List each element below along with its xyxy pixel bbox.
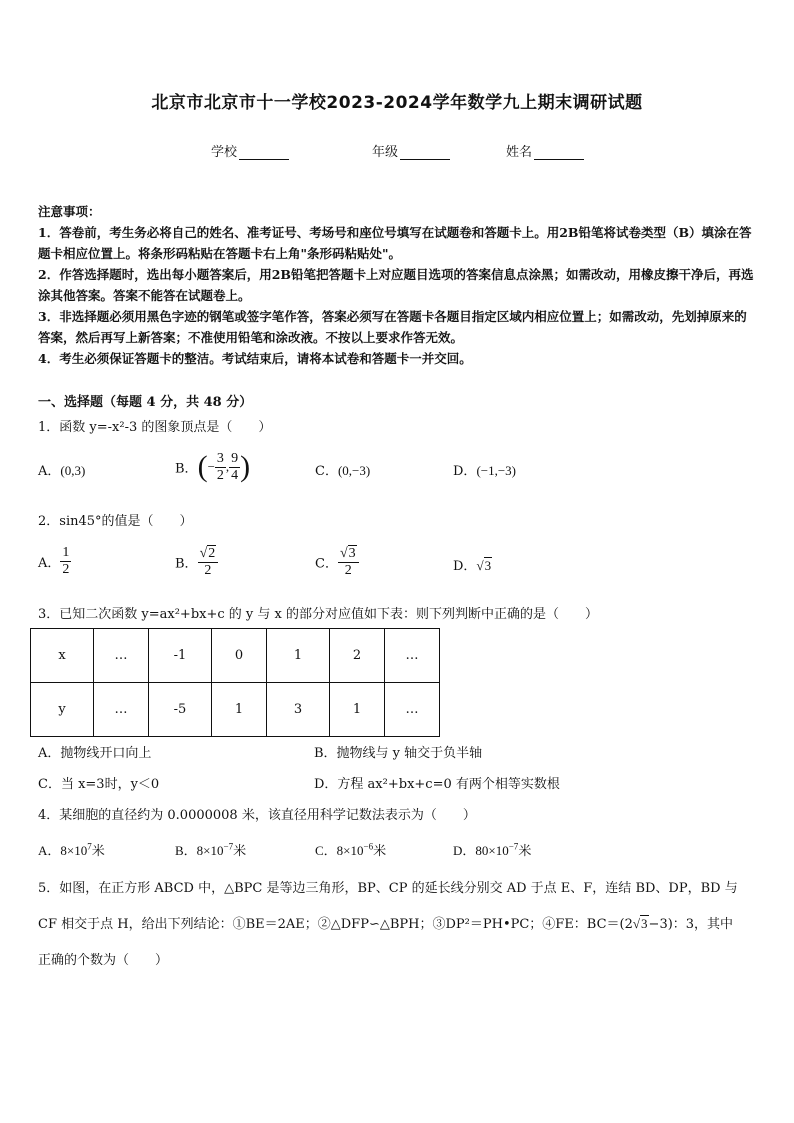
option-value: (0,3) [60, 463, 86, 478]
school-blank[interactable] [239, 147, 289, 160]
table-cell: 2 [330, 629, 385, 683]
fraction [229, 451, 240, 484]
radicand: 2 [208, 546, 216, 561]
table-cell: … [94, 629, 149, 683]
q4-option-d[interactable] [453, 840, 531, 859]
table-cell: 1 [212, 683, 267, 737]
sqrt-expression: √3 [632, 916, 648, 931]
q3-option-d[interactable]: D．方程 ax²+bx+c=0 有两个相等实数根 [314, 777, 560, 792]
option-exponent: −7 [508, 841, 519, 852]
option-base: 8×10 [60, 843, 88, 858]
option-label: C． [315, 843, 337, 858]
question-1-stem: 1．函数 y=-x²-3 的图象顶点是（ ） [38, 420, 272, 435]
question-4-stem: 4．某细胞的直径约为 0.0000008 米，该直径用科学记数法表示为（ ） [38, 808, 476, 823]
question-5-line-3: 正确的个数为（ ） [38, 953, 169, 968]
value-table [30, 628, 440, 737]
table-cell: x [31, 629, 94, 683]
denominator: 2 [216, 467, 224, 483]
q1-option-b[interactable] [175, 450, 250, 484]
option-exponent: −7 [223, 841, 234, 852]
paren-close: ) [240, 450, 251, 483]
table-cell: … [94, 683, 149, 737]
numerator: √2 [198, 545, 219, 563]
q1-option-d[interactable] [453, 460, 516, 479]
option-unit: 米 [373, 843, 387, 858]
option-label: B． [175, 843, 197, 858]
denominator: 2 [344, 563, 352, 578]
name-label: 姓名 [506, 145, 533, 160]
option-exponent: −6 [363, 841, 374, 852]
option-label: C． [315, 464, 338, 479]
q1-option-c[interactable] [315, 460, 370, 479]
q5-text: CF 相交于点 H，给出下列结论：①BE＝2AE；②△DFP∽△BPH；③DP²＝PH•PC；④FE：BC＝(2 [38, 917, 633, 932]
numerator: 9 [231, 450, 239, 466]
option-base: 80×10 [475, 843, 509, 858]
q3-option-c[interactable]: C．当 x=3时，y＜0 [38, 777, 160, 792]
option-value: (0,−3) [337, 463, 371, 478]
table-cell: 3 [267, 683, 330, 737]
table-cell: 1 [330, 683, 385, 737]
table-row-x [31, 629, 440, 683]
grade-label: 年级 [372, 145, 399, 160]
table-cell: … [385, 683, 440, 737]
question-2-stem: 2．sin45°的值是（ ） [38, 514, 193, 529]
q2-option-a[interactable] [38, 545, 71, 578]
table-cell: 0 [212, 629, 267, 683]
denominator: 4 [231, 467, 239, 483]
notice-item-2: 2．作答选择题时，选出每小题答案后，用2B铅笔把答题卡上对应题目选项的答案信息点涂黑；如需改动，用橡皮擦干净后，再选涂其他答案。答案不能答在试题卷上。 [38, 267, 754, 303]
option-label: A． [38, 464, 61, 479]
option-unit: 米 [91, 843, 105, 858]
option-label: D． [453, 559, 477, 574]
option-value: (−1,−3) [476, 463, 517, 478]
option-label: A． [38, 843, 61, 858]
minus-sign: − [207, 459, 215, 474]
q2-option-d[interactable] [453, 555, 492, 574]
table-cell: 1 [267, 629, 330, 683]
option-label: B． [175, 461, 198, 477]
q5-text: −3)：3，其中 [648, 917, 734, 932]
table-cell: … [385, 629, 440, 683]
denominator: 2 [204, 563, 212, 578]
question-5-line-1: 5．如图，在正方形 ABCD 中，△BPC 是等边三角形，BP、CP 的延长线分别交 AD 于点 E、F，连结 BD、DP，BD 与 [38, 881, 738, 896]
option-unit: 米 [518, 843, 532, 858]
notice-heading: 注意事项： [38, 204, 101, 219]
notice-item-3: 3．非选择题必须用黑色字迹的钢笔或签字笔作答，答案必须写在答题卡各题目指定区域内相应位置上；如需改动，先划掉原来的答案，然后再写上新答案；不准使用铅笔和涂改液。不按以上要求作答无效。 [38, 309, 747, 345]
fraction [60, 545, 71, 578]
q1-option-a[interactable] [38, 460, 85, 479]
option-unit: 米 [233, 843, 247, 858]
numerator: 1 [62, 545, 70, 560]
q3-option-a[interactable]: A．抛物线开口向上 [38, 746, 152, 761]
option-label: A． [38, 556, 61, 571]
option-label: D． [453, 843, 476, 858]
page-title: 北京市北京市十一学校2023-2024学年数学九上期末调研试题 [151, 93, 643, 113]
radicand: 3 [641, 916, 648, 931]
comma: , [225, 459, 230, 474]
radicand: 3 [484, 558, 492, 573]
section-heading: 一、选择题（每题 4 分，共 48 分） [38, 395, 253, 410]
school-field[interactable] [211, 141, 289, 160]
q4-option-c[interactable] [315, 840, 386, 859]
option-label: D． [453, 464, 477, 479]
q2-option-c[interactable] [315, 545, 359, 579]
question-5-line-2 [38, 913, 733, 932]
radicand: 3 [348, 546, 356, 561]
option-label: B． [175, 556, 198, 572]
numerator: 3 [216, 450, 224, 466]
grade-blank[interactable] [400, 147, 450, 160]
q2-option-b[interactable] [175, 545, 218, 579]
option-exponent: 7 [87, 841, 92, 852]
paren-open: ( [197, 450, 208, 483]
table-cell: -1 [149, 629, 212, 683]
q4-option-a[interactable] [38, 840, 105, 859]
table-cell: -5 [149, 683, 212, 737]
fraction [215, 451, 226, 484]
q3-option-b[interactable]: B．抛物线与 y 轴交于负半轴 [314, 746, 483, 761]
notice-item-1: 1．答卷前，考生务必将自己的姓名、准考证号、考场号和座位号填写在试题卷和答题卡上。用2B铅笔将试卷类型（B）填涂在答题卡相应位置上。将条形码粘贴在答题卡右上角"条形码粘贴处"。 [38, 225, 752, 261]
notice-item-4: 4．考生必须保证答题卡的整洁。考试结束后，请将本试卷和答题卡一并交回。 [38, 351, 472, 366]
question-3-stem: 3．已知二次函数 y=ax²+bx+c 的 y 与 x 的部分对应值如下表：则下列判断中正确的是（ ） [38, 607, 598, 622]
grade-field[interactable] [372, 141, 450, 160]
numerator: √3 [338, 545, 359, 563]
table-cell: y [31, 683, 94, 737]
sqrt-expression: √3 [476, 558, 492, 573]
fraction [198, 545, 219, 579]
school-label: 学校 [211, 145, 238, 160]
q4-option-b[interactable] [175, 840, 246, 859]
option-base: 8×10 [196, 843, 224, 858]
option-label: C． [315, 556, 338, 572]
option-base: 8×10 [336, 843, 364, 858]
denominator: 2 [62, 562, 70, 577]
name-field[interactable] [506, 141, 584, 160]
name-blank[interactable] [534, 147, 584, 160]
fraction [338, 545, 359, 579]
table-row-y [31, 683, 440, 737]
